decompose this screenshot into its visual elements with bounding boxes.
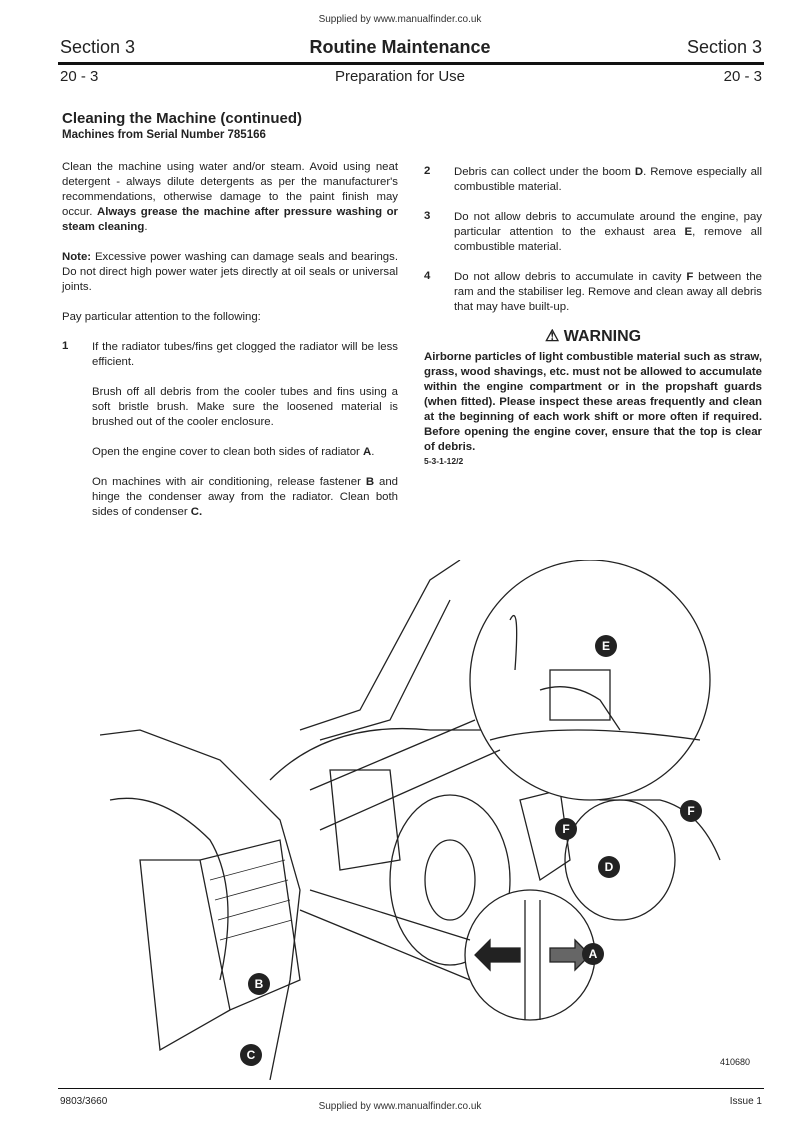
figure-number: 410680 [720, 1057, 751, 1067]
warning-triangle-icon: ⚠ [544, 328, 560, 345]
footer-rule [58, 1088, 764, 1089]
supplied-by-top: Supplied by www.manualfinder.co.uk [318, 14, 482, 25]
list-item-3: 3 Do not allow debris to accumulate around the engine, pay particular attention to the exhaust area E, remove all combustible material. [424, 210, 763, 253]
footer-issue: Issue 1 [729, 1096, 762, 1107]
header-section-left: Section 3 [60, 37, 136, 57]
list-item-1: 1 If the radiator tubes/fins get clogged the radiator will be less efficient. Brush off all debris from the cooler tubes and fins using a soft bristle brush. Make sure the loosened material is brushed out of the cooler enclosure. Open the engine cover to clean both sides of radiator A. On machines with air conditioning, release fastener B and hinge the condenser away from the radiator. Clean both sides of condenser C. [62, 340, 398, 518]
header-title: Routine Maintenance [309, 37, 491, 57]
subheader-title: Preparation for Use [334, 68, 466, 85]
callout-f-ram: F [555, 818, 577, 840]
callout-b: B [248, 973, 270, 995]
list-item-2: 2 Debris can collect under the boom D. Remove especially all combustible material. [424, 165, 762, 193]
page-number-left: 20 - 3 [60, 68, 99, 85]
callout-a: A [582, 943, 604, 965]
warning-body: Airborne particles of light combustible material such as straw, grass, wood shavings, etc. must not be allowed to accumulate within the engine compartment or in the propshaft guards (when fitted). Please inspect these areas frequently and clean at the beginning of each work shift or more often if required. Before opening the engine cover, ensure that the top is clear of debris. [424, 351, 762, 453]
page-number-right: 20 - 3 [723, 68, 762, 85]
attention-paragraph: Pay particular attention to the following: [62, 311, 261, 323]
supplied-by-bottom: Supplied by www.manualfinder.co.uk [318, 1101, 482, 1112]
intro-paragraph: Clean the machine using water and/or steam. Avoid using neat detergent - always dilute detergents as per the manufacturer's recommendations, otherwise damage to the paint finish may occur. Always grease the machine after pressure washing or steam cleaning. [62, 161, 398, 233]
list-item-4: 4 Do not allow debris to accumulate in cavity F between the ram and the stabiliser leg. Remove and clean away all debris that may have built-up. [424, 270, 762, 313]
header-rule [58, 62, 764, 65]
warning-box [424, 326, 762, 466]
footer-doc-number: 9803/3660 [60, 1096, 108, 1107]
callout-e: E [595, 635, 617, 657]
callout-f-stabiliser: F [680, 800, 702, 822]
right-column [424, 165, 762, 330]
note-paragraph: Note: Excessive power washing can damage seals and bearings. Do not direct high power water jets directly at oil seals or universal joints. [62, 251, 398, 293]
page-subtitle: Machines from Serial Number 785166 [62, 129, 266, 141]
callout-d: D [598, 856, 620, 878]
callout-c: C [240, 1044, 262, 1066]
header-section-right: Section 3 [686, 37, 762, 57]
machine-illustration [100, 560, 751, 1080]
left-column [62, 160, 398, 535]
warning-reference: 5-3-1-12/2 [424, 456, 464, 466]
warning-title: ⚠ WARNING [544, 328, 642, 345]
page-title: Cleaning the Machine (continued) [62, 110, 303, 127]
